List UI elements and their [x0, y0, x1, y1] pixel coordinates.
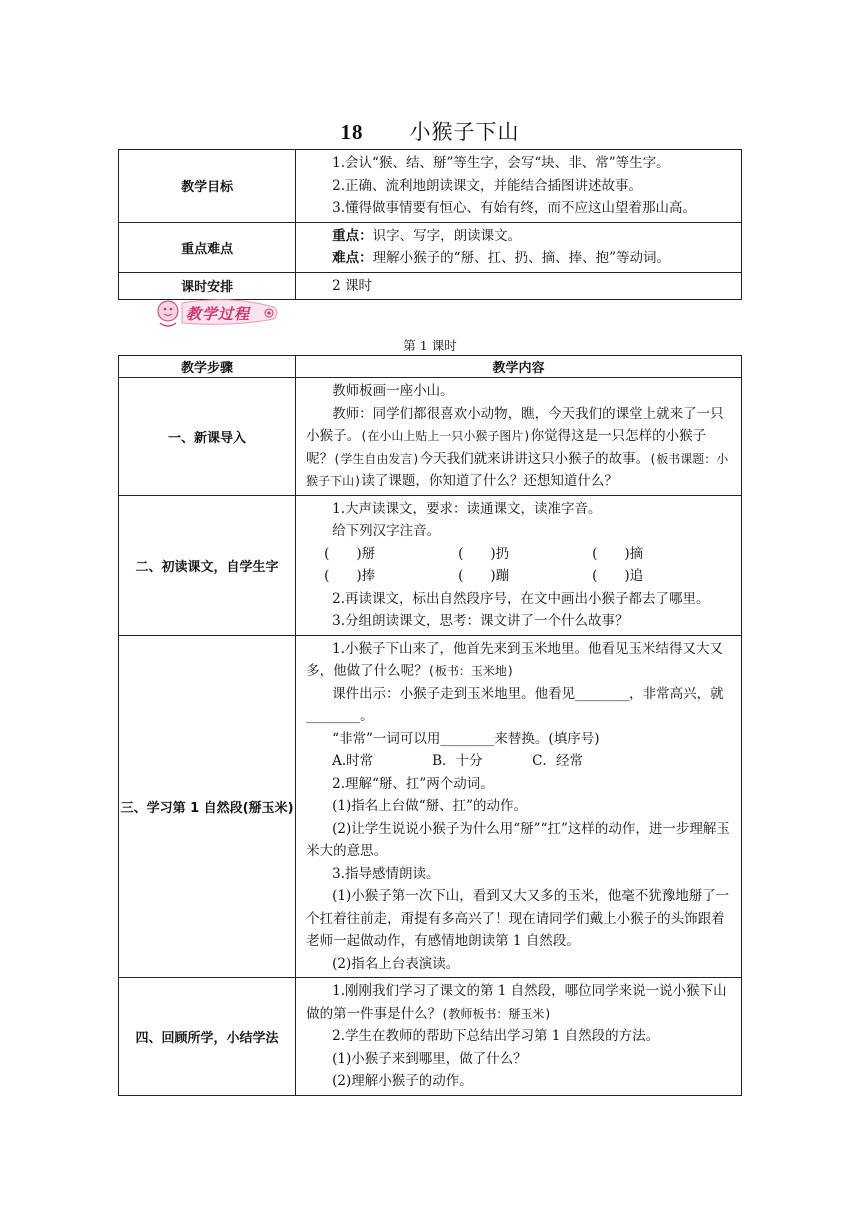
step-3-label: 三、学习第 1 自然段(掰玉米) — [119, 635, 296, 978]
content-header: 教学内容 — [296, 356, 742, 378]
lesson-period: 第 1 课时 — [403, 338, 457, 353]
lesson-title — [0, 116, 860, 146]
step-1-row — [119, 378, 742, 496]
lesson-number: 18 — [340, 120, 364, 144]
difficulties: 难点：理解小猴子的“掰、扛、扔、摘、捧、抱”等动词。 — [332, 250, 670, 266]
key-points: 重点：识字、写字，朗读课文。 — [332, 227, 522, 244]
step-4-content: 1.刚刚我们学习了课文的第 1 自然段，哪位同学来说一说小猴下山做的第一件事是什么？(教师板书：掰玉米) 2.学生在教师的帮助下总结出学习第 1 自然段的方法。 (1)小猴子来到哪里，做了什么？ (2)理解小猴子的动作。 — [296, 978, 742, 1096]
pinyin-row-1: ( )掰 ( )扔 ( )摘 — [324, 545, 644, 562]
step-2-content: 1.大声读课文，要求：读通课文，读准字音。 给下列汉字注音。 ( )掰 ( )扔 ( )摘 ( )捧 ( )蹦 ( )追 2.再读课文，标出自然段序号，在文中画出小猴子都去了哪里。 3.分组朗读课文，思考：课文讲了一个什么故事？ — [296, 495, 742, 635]
lesson-name: 小猴子下山 — [409, 120, 520, 144]
step-4-row — [119, 978, 742, 1096]
focus-row — [119, 222, 742, 272]
step-2-row — [119, 495, 742, 635]
objectives-row — [119, 150, 742, 223]
objectives-content — [296, 150, 742, 223]
step-1-content: 教师板画一座小山。 教师：同学们都很喜欢小动物，瞧，今天我们的课堂上就来了一只小猴子。(在小山上贴上一只小猴子图片)你觉得这是一只怎样的小猴子呢？(学生自由发言)今天我们就来讲讲这只小猴子的故事。(板书课题：小猴子下山)读了课题，你知道了什么？还想知道什么？ — [296, 378, 742, 496]
objective-3: 3.懂得做事情要有恒心、有始有终，而不应这山望着那山高。 — [332, 200, 697, 216]
step-1-label: 一、新课导入 — [119, 378, 296, 496]
objective-1: 1.会认“猴、结、掰”等生字，会写“块、非、常”等生字。 — [332, 155, 670, 171]
step-1-paragraph: 教师：同学们都很喜欢小动物，瞧，今天我们的课堂上就来了一只小猴子。(在小山上贴上一只小猴子图片)你觉得这是一只怎样的小猴子呢？(学生自由发言)今天我们就来讲讲这只小猴子的故事。(板书课题：小猴子下山)读了课题，你知道了什么？还想知道什么？ — [306, 405, 729, 489]
focus-content — [296, 222, 742, 272]
pinyin-row-2: ( )捧 ( )蹦 ( )追 — [324, 568, 644, 584]
banner-text: 教学过程 — [186, 305, 251, 323]
step-3-content: 1.小猴子下山来了，他首先来到玉米地里。他看见玉米结得又大又多，他做了什么呢？(板书：玉米地) 课件出示：小猴子走到玉米地里。他看见________，非常高兴，就________。 “非常”一词可以用________来替换。(填序号) A.时常 B．十分 C．经常 2.理解“掰、扛”两个动词。 (1)指名上台做“掰、扛”的动作。 (2)让学生说说小猴子为什么用“掰”“扛”这样的动作，进一步理解玉米大的意思。 3.指导感情朗读。 (1)小猴子第一次下山，看到又大又多的玉米，他毫不犹豫地掰了一个扛着往前走，甭提有多高兴了！现在请同学们戴上小猴子的头饰跟着老师一起做动作，有感情地朗读第 1 自然段。 (2)指名上台表演读。 — [296, 635, 742, 978]
schedule-content: 2 课时 — [296, 272, 742, 300]
focus-label: 重点难点 — [119, 222, 296, 272]
step-header: 教学步骤 — [119, 356, 296, 378]
process-table — [118, 355, 742, 1096]
step-4-label: 四、回顾所学，小结学法 — [119, 978, 296, 1096]
step-3-row — [119, 635, 742, 978]
overview-table — [118, 149, 742, 300]
schedule-row — [119, 272, 742, 300]
objective-2: 2.正确、流利地朗读课文，并能结合插图讲述故事。 — [332, 177, 643, 194]
schedule-label: 课时安排 — [119, 272, 296, 300]
choice-options: A.时常 B．十分 C．经常 — [332, 753, 583, 769]
teaching-process-banner — [152, 297, 280, 329]
step-2-label: 二、初读课文，自学生字 — [119, 495, 296, 635]
process-header-row — [119, 356, 742, 378]
objectives-label: 教学目标 — [119, 150, 296, 223]
